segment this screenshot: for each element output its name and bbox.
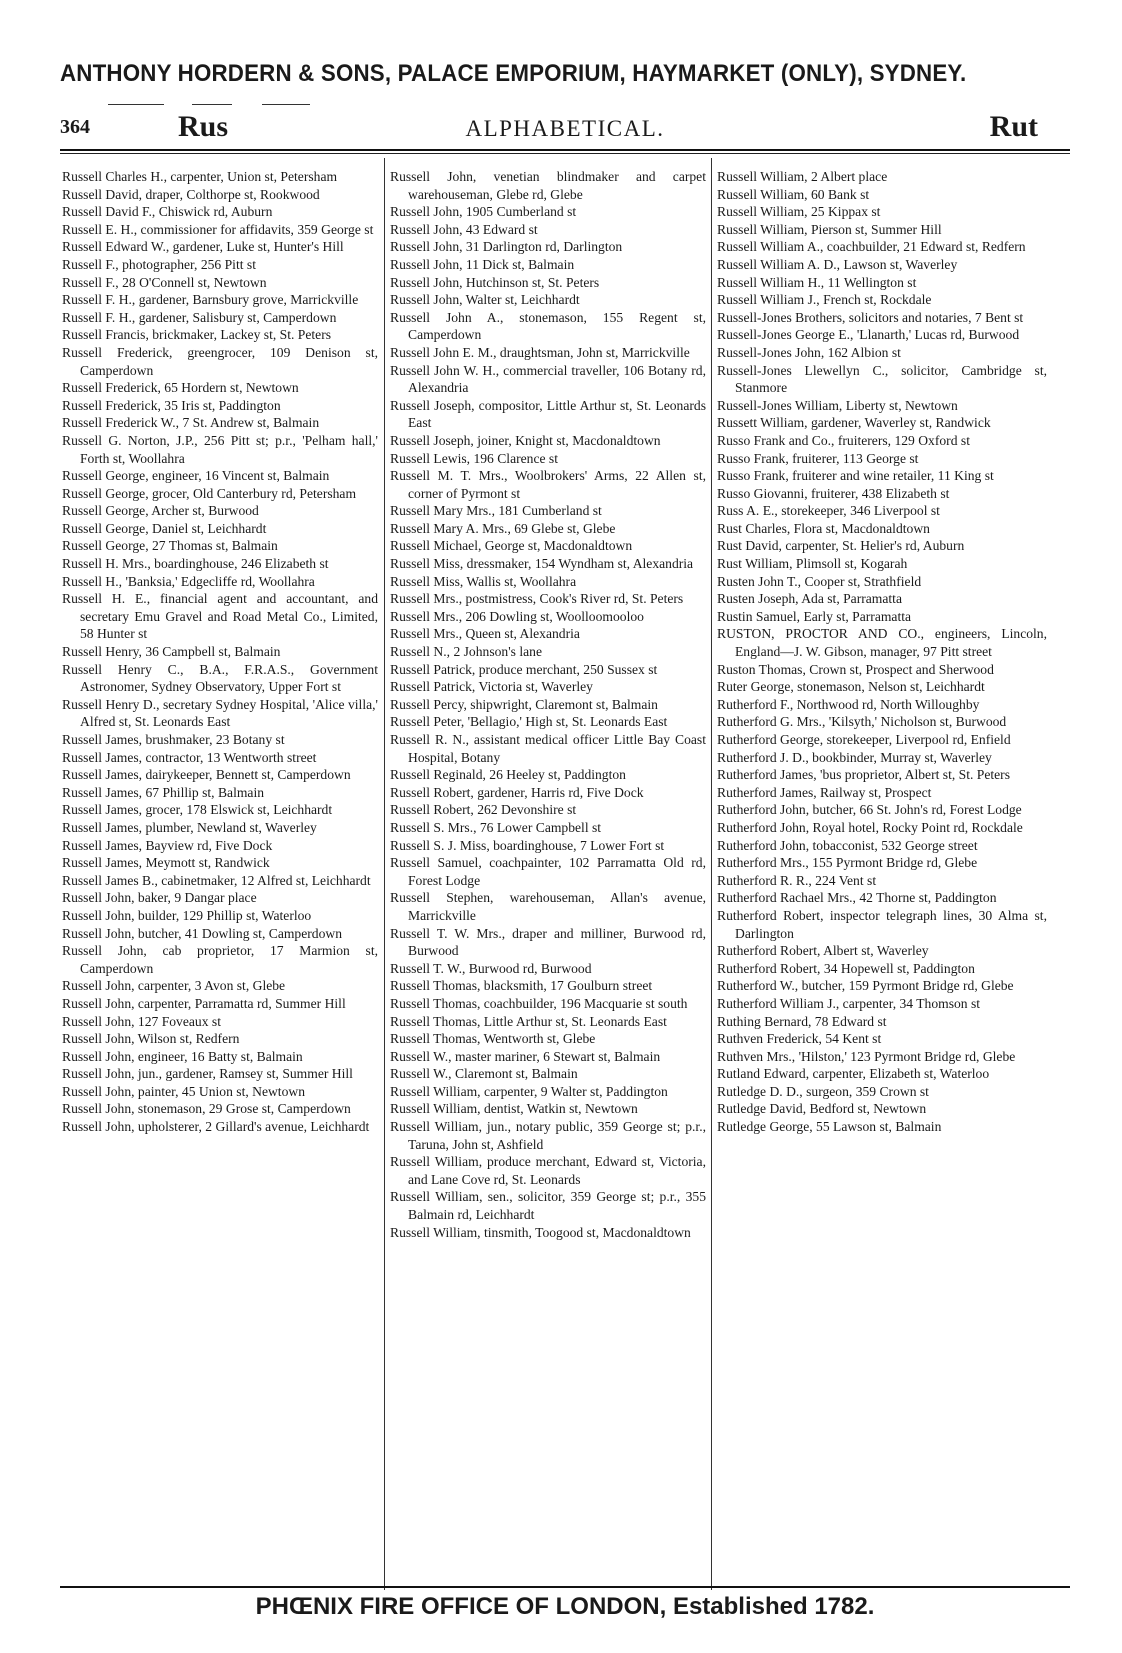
directory-entry: Russell Charles H., carpenter, Union st, Petersham	[62, 169, 338, 184]
directory-entry: Russell John E. M., draughtsman, John st, Marrickville	[390, 344, 690, 360]
directory-entry: Rutherford James, Railway st, Prospect	[717, 784, 932, 800]
directory-entry: Russell William, tinsmith, Toogood st, Macdonaldtown	[390, 1224, 691, 1240]
directory-entry: Russell Joseph, joiner, Knight st, Macdonaldtown	[390, 432, 661, 448]
directory-entry: Russ A. E., storekeeper, 346 Liverpool st	[717, 503, 940, 519]
top-advertisement-banner: ANTHONY HORDERN & SONS, PALACE EMPORIUM, HAYMARKET (ONLY), SYDNEY.	[60, 60, 967, 87]
directory-entry: Russell John, venetian blindmaker and carpet warehouseman, Glebe rd, Glebe	[390, 169, 706, 202]
directory-entry: Russell W., Claremont st, Balmain	[390, 1066, 578, 1082]
directory-entry: Rusten John T., Cooper st, Strathfield	[717, 573, 922, 589]
directory-entry: Russell William, produce merchant, Edward st, Victoria, and Lane Cove rd, St. Leonards	[390, 1154, 706, 1187]
directory-entry: Ruthven Frederick, 54 Kent st	[717, 1031, 882, 1047]
directory-entry: Rutherford James, 'bus proprietor, Albert st, St. Peters	[717, 767, 1010, 783]
directory-entry: Russell William A., coachbuilder, 21 Edward st, Redfern	[717, 239, 1026, 255]
directory-entry: Russell William, 25 Kippax st	[717, 204, 881, 220]
directory-entry: Russell G. Norton, J.P., 256 Pitt st; p.r., 'Pelham hall,' Forth st, Woollahra	[62, 432, 378, 466]
directory-entry: Russo Giovanni, fruiterer, 438 Elizabeth st	[717, 485, 950, 501]
directory-entry: Rutherford Robert, inspector telegraph lines, 30 Alma st, Darlington	[717, 907, 1047, 941]
directory-entry: Rutledge D. D., surgeon, 359 Crown st	[717, 1083, 929, 1099]
directory-entry: Rutherford Rachael Mrs., 42 Thorne st, Paddington	[717, 890, 997, 906]
directory-entry: Russell F. H., gardener, Barnsbury grove, Marrickville	[62, 292, 359, 308]
directory-entry: Rutherford W., butcher, 159 Pyrmont Bridge rd, Glebe	[717, 978, 1014, 994]
directory-entry: Russell John, butcher, 41 Dowling st, Camperdown	[62, 925, 342, 941]
directory-entry: Russell Reginald, 26 Heeley st, Paddington	[390, 767, 626, 783]
directory-entry: Russell John, 11 Dick st, Balmain	[390, 256, 575, 272]
directory-entry: Russell H. Mrs., boardinghouse, 246 Elizabeth st	[62, 556, 329, 572]
directory-entry: Rutherford William J., carpenter, 34 Thomson st	[717, 995, 981, 1011]
directory-entry: Rutledge David, Bedford st, Newtown	[717, 1101, 927, 1117]
directory-entry: Russell W., master mariner, 6 Stewart st, Balmain	[390, 1048, 661, 1064]
ornament-rule	[108, 104, 164, 105]
directory-entry: Russell Henry D., secretary Sydney Hospital, 'Alice villa,' Alfred st, St. Leonards East	[62, 696, 378, 730]
directory-entry: Russell John, cab proprietor, 17 Marmion st, Camperdown	[62, 943, 378, 976]
directory-entry: Russell Mary A. Mrs., 69 Glebe st, Glebe	[390, 520, 616, 536]
directory-entry: Russell John W. H., commercial traveller, 106 Botany rd, Alexandria	[390, 362, 706, 396]
directory-entry: Russell E. H., commissioner for affidavits, 359 George st	[62, 221, 374, 237]
directory-entry: Russell William, 2 Albert place	[717, 169, 888, 184]
directory-entry: Russell John, 127 Foveaux st	[62, 1013, 221, 1029]
directory-entry: Russell Thomas, blacksmith, 17 Goulburn street	[390, 978, 653, 994]
directory-entry: Russell John, upholsterer, 2 Gillard's avenue, Leichhardt	[62, 1119, 370, 1135]
directory-entry: Russell Joseph, compositor, Little Arthur st, St. Leonards East	[390, 397, 706, 431]
directory-column-2	[390, 168, 706, 1588]
directory-entry: Russell-Jones Llewellyn C., solicitor, Cambridge st, Stanmore	[717, 362, 1047, 396]
page-number: 364	[60, 116, 90, 138]
directory-entry: Russell John, Hutchinson st, St. Peters	[390, 274, 600, 290]
directory-entry: Russell James, Bayview rd, Five Dock	[62, 837, 273, 853]
directory-entry: Ruthing Bernard, 78 Edward st	[717, 1013, 887, 1029]
directory-entry: Russell S. Mrs., 76 Lower Campbell st	[390, 819, 602, 835]
directory-entry: Russell Francis, brickmaker, Lackey st, St. Peters	[62, 327, 332, 343]
directory-entry: Russell George, Archer st, Burwood	[62, 503, 259, 519]
directory-entry: Russo Frank, fruiterer, 113 George st	[717, 450, 919, 466]
directory-entry: Rustin Samuel, Early st, Parramatta	[717, 608, 912, 624]
directory-entry: Russell T. W. Mrs., draper and milliner, Burwood rd, Burwood	[390, 925, 706, 959]
directory-entry: Russell Robert, 262 Devonshire st	[390, 802, 577, 818]
directory-entry: Rutherford John, tobacconist, 532 George street	[717, 837, 978, 853]
directory-entry: Russell William, dentist, Watkin st, Newtown	[390, 1101, 638, 1117]
directory-entry: Russell James, contractor, 13 Wentworth street	[62, 749, 317, 765]
directory-entry: Russell-Jones William, Liberty st, Newtown	[717, 397, 958, 413]
directory-entry: Russell Mrs., postmistress, Cook's River rd, St. Peters	[390, 591, 684, 607]
directory-entry: Rusten Joseph, Ada st, Parramatta	[717, 591, 902, 607]
directory-entry: Russell Patrick, Victoria st, Waverley	[390, 679, 593, 695]
directory-entry: Russell William, Pierson st, Summer Hill	[717, 221, 942, 237]
directory-entry: Russell Samuel, coachpainter, 102 Parramatta Old rd, Forest Lodge	[390, 855, 706, 888]
directory-entry: Russell Frederick, 65 Hordern st, Newtown	[62, 380, 299, 396]
directory-entry: Russell John, engineer, 16 Batty st, Balmain	[62, 1048, 303, 1064]
directory-entry: Russell Mary Mrs., 181 Cumberland st	[390, 503, 602, 519]
directory-entry: Russell William, carpenter, 9 Walter st, Paddington	[390, 1083, 668, 1099]
directory-entry: Russell William H., 11 Wellington st	[717, 274, 917, 290]
directory-entry: Rutledge George, 55 Lawson st, Balmain	[717, 1119, 942, 1135]
directory-entry: Russell Miss, Wallis st, Woollahra	[390, 573, 577, 589]
directory-entry: Rutherford Robert, Albert st, Waverley	[717, 943, 929, 959]
directory-entry: Russell William A. D., Lawson st, Waverley	[717, 256, 958, 272]
directory-entry: Russell Edward W., gardener, Luke st, Hunter's Hill	[62, 239, 344, 255]
directory-entry: Russell John, carpenter, Parramatta rd, Summer Hill	[62, 995, 346, 1011]
column-divider	[384, 158, 385, 1590]
directory-entry: Rutherford John, Royal hotel, Rocky Point rd, Rockdale	[717, 819, 1023, 835]
directory-entry: Russell John, stonemason, 29 Grose st, Camperdown	[62, 1101, 351, 1117]
directory-entry: Russell N., 2 Johnson's lane	[390, 644, 542, 660]
directory-entry: Russo Frank, fruiterer and wine retailer, 11 King st	[717, 468, 994, 484]
header-rule	[60, 153, 1070, 154]
directory-entry: Rust Charles, Flora st, Macdonaldtown	[717, 520, 930, 536]
directory-entry: Rutherford George, storekeeper, Liverpool rd, Enfield	[717, 732, 1011, 747]
directory-entry: Russell Mrs., Queen st, Alexandria	[390, 626, 580, 642]
directory-entry: Russell George, Daniel st, Leichhardt	[62, 520, 267, 536]
directory-entry: Russell William, jun., notary public, 359 George st; p.r., Taruna, John st, Ashfield	[390, 1119, 706, 1152]
directory-entry: Russell Mrs., 206 Dowling st, Woolloomooloo	[390, 608, 644, 624]
directory-column-1	[62, 168, 378, 1588]
directory-entry: RUSTON, PROCTOR AND CO., engineers, Lincoln, England—J. W. Gibson, manager, 97 Pitt street	[717, 626, 1047, 660]
directory-entry: Russell Thomas, Wentworth st, Glebe	[390, 1031, 596, 1047]
directory-entry: Russell James, 67 Phillip st, Balmain	[62, 784, 265, 800]
directory-entry: Rutherford John, butcher, 66 St. John's rd, Forest Lodge	[717, 802, 1022, 818]
directory-entry: Rutherford R. R., 224 Vent st	[717, 872, 877, 888]
directory-entry: Ruthven Mrs., 'Hilston,' 123 Pyrmont Bridge rd, Glebe	[717, 1048, 1016, 1064]
directory-entry: Russell Frederick W., 7 St. Andrew st, Balmain	[62, 415, 320, 431]
directory-entry: Russell Michael, George st, Macdonaldtown	[390, 538, 633, 554]
directory-entry: Russell James B., cabinetmaker, 12 Alfred st, Leichhardt	[62, 872, 371, 888]
directory-entry: Russell H., 'Banksia,' Edgecliffe rd, Woollahra	[62, 573, 315, 589]
directory-entry: Russell Thomas, coachbuilder, 196 Macquarie st south	[390, 995, 688, 1011]
directory-entry: Russell F. H., gardener, Salisbury st, Camperdown	[62, 309, 337, 325]
directory-entry: Russell-Jones George E., 'Llanarth,' Lucas rd, Burwood	[717, 327, 1020, 343]
footer-rule	[60, 1586, 1070, 1588]
directory-entry: Russell-Jones John, 162 Albion st	[717, 344, 901, 360]
directory-entry: Russell George, grocer, Old Canterbury rd, Petersham	[62, 485, 357, 501]
directory-entry: Russell John, painter, 45 Union st, Newtown	[62, 1083, 305, 1099]
right-running-head: Rut	[989, 110, 1038, 143]
directory-entry: Russell James, Meymott st, Randwick	[62, 855, 270, 871]
directory-entry: Rutherford J. D., bookbinder, Murray st, Waverley	[717, 749, 992, 765]
directory-entry: Russo Frank and Co., fruiterers, 129 Oxford st	[717, 432, 970, 448]
directory-entry: Rutherford F., Northwood rd, North Willoughby	[717, 696, 980, 712]
directory-entry: Russell M. T. Mrs., Woolbrokers' Arms, 22 Allen st, corner of Pyrmont st	[390, 468, 706, 501]
directory-entry: Russell William, 60 Bank st	[717, 186, 870, 202]
directory-entry: Rutland Edward, carpenter, Elizabeth st, Waterloo	[717, 1066, 990, 1082]
directory-entry: Rust William, Plimsoll st, Kogarah	[717, 556, 908, 572]
directory-entry: Russell Miss, dressmaker, 154 Wyndham st, Alexandria	[390, 556, 694, 572]
directory-entry: Russett William, gardener, Waverley st, Randwick	[717, 415, 991, 431]
directory-entry: Russell Robert, gardener, Harris rd, Five Dock	[390, 784, 644, 800]
directory-entry: Russell James, grocer, 178 Elswick st, Leichhardt	[62, 802, 333, 818]
directory-entry: Russell John, 43 Edward st	[390, 221, 538, 237]
directory-entry: Russell Henry C., B.A., F.R.A.S., Government Astronomer, Sydney Observatory, Upper Fort st	[62, 661, 378, 695]
directory-entry: Russell Patrick, produce merchant, 250 Sussex st	[390, 661, 658, 677]
left-running-head: Rus	[178, 110, 229, 143]
directory-entry: Russell John, 31 Darlington rd, Darlington	[390, 239, 623, 255]
page-header	[60, 110, 1070, 142]
directory-entry: Russell Frederick, 35 Iris st, Paddington	[62, 397, 281, 413]
directory-entry: Russell Frederick, greengrocer, 109 Denison st, Camperdown	[62, 344, 378, 378]
bottom-advertisement-banner: PHŒNIX FIRE OFFICE OF LONDON, Established 1782.	[255, 1593, 875, 1620]
directory-entry: Russell John, Wilson st, Redfern	[62, 1031, 240, 1047]
directory-entry: Rutherford Mrs., 155 Pyrmont Bridge rd, Glebe	[717, 855, 978, 871]
ornament-rule	[192, 104, 232, 105]
directory-entry: Russell H. E., financial agent and accountant, and secretary Emu Gravel and Road Metal Co., Limited, 58 Hunter st	[62, 591, 378, 642]
directory-entry: Russell John, Walter st, Leichhardt	[390, 292, 580, 308]
directory-entry: Russell Percy, shipwright, Claremont st, Balmain	[390, 696, 658, 712]
directory-entry: Russell Thomas, Little Arthur st, St. Leonards East	[390, 1013, 667, 1029]
directory-entry: Russell Stephen, warehouseman, Allan's avenue, Marrickville	[390, 890, 706, 923]
directory-entry: Russell Peter, 'Bellagio,' High st, St. Leonards East	[390, 714, 668, 730]
directory-column-3	[717, 168, 1047, 1588]
directory-entry: Russell David F., Chiswick rd, Auburn	[62, 204, 273, 220]
directory-entry: Russell William, sen., solicitor, 359 George st; p.r., 355 Balmain rd, Leichhardt	[390, 1189, 706, 1223]
directory-entry: Russell Henry, 36 Campbell st, Balmain	[62, 644, 281, 660]
directory-entry: Rutherford Robert, 34 Hopewell st, Paddington	[717, 960, 975, 976]
directory-entry: Ruter George, stonemason, Nelson st, Leichhardt	[717, 679, 985, 695]
column-divider	[711, 158, 712, 1590]
directory-entry: Russell T. W., Burwood rd, Burwood	[390, 960, 592, 976]
directory-entry: Rust David, carpenter, St. Helier's rd, Auburn	[717, 538, 965, 554]
directory-entry: Russell John, carpenter, 3 Avon st, Glebe	[62, 978, 286, 994]
directory-entry: Russell John, jun., gardener, Ramsey st, Summer Hill	[62, 1066, 353, 1082]
directory-entry: Ruston Thomas, Crown st, Prospect and Sherwood	[717, 661, 994, 677]
directory-entry: Russell James, brushmaker, 23 Botany st	[62, 732, 285, 747]
ornament-rule	[262, 104, 310, 105]
directory-entry: Russell John A., stonemason, 155 Regent st, Camperdown	[390, 309, 706, 343]
section-title: ALPHABETICAL.	[465, 116, 665, 141]
directory-entry: Russell John, 1905 Cumberland st	[390, 204, 577, 220]
directory-entry: Russell George, 27 Thomas st, Balmain	[62, 538, 278, 554]
directory-entry: Russell-Jones Brothers, solicitors and notaries, 7 Bent st	[717, 309, 1024, 325]
directory-entry: Russell John, builder, 129 Phillip st, Waterloo	[62, 907, 312, 923]
directory-entry: Russell George, engineer, 16 Vincent st, Balmain	[62, 468, 330, 484]
directory-entry: Russell R. N., assistant medical officer Little Bay Coast Hospital, Botany	[390, 732, 706, 765]
directory-entry: Russell William J., French st, Rockdale	[717, 292, 932, 308]
header-rule	[60, 149, 1070, 151]
directory-entry: Russell F., 28 O'Connell st, Newtown	[62, 274, 267, 290]
directory-entry: Russell James, plumber, Newland st, Waverley	[62, 819, 317, 835]
directory-entry: Russell F., photographer, 256 Pitt st	[62, 256, 256, 272]
directory-entry: Russell David, draper, Colthorpe st, Rookwood	[62, 186, 320, 202]
directory-entry: Russell John, baker, 9 Dangar place	[62, 890, 257, 906]
directory-entry: Russell Lewis, 196 Clarence st	[390, 450, 559, 466]
directory-entry: Rutherford G. Mrs., 'Kilsyth,' Nicholson st, Burwood	[717, 714, 1007, 730]
directory-entry: Russell S. J. Miss, boardinghouse, 7 Lower Fort st	[390, 837, 665, 853]
directory-entry: Russell James, dairykeeper, Bennett st, Camperdown	[62, 767, 351, 783]
